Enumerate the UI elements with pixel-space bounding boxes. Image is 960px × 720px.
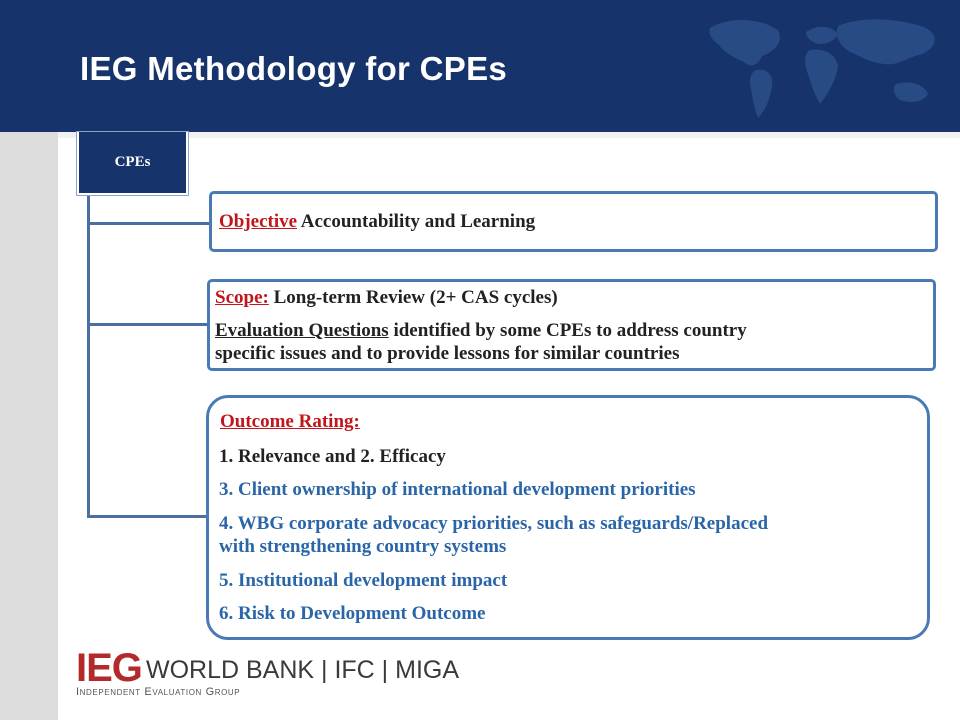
- outcome-item-6: 6. Risk to Development Outcome: [219, 603, 486, 624]
- eval-questions-line-1: [215, 320, 747, 342]
- tree-connector-scope: [87, 323, 207, 326]
- header-banner: [0, 0, 960, 132]
- tree-connector-outcome: [87, 515, 206, 518]
- outcome-item-4-line-1: 4. WBG corporate advocacy priorities, such as safeguards/Replaced: [219, 513, 769, 534]
- objective-line: [219, 211, 535, 233]
- logo-orgs-text: WORLD BANK | IFC | MIGA: [146, 656, 460, 684]
- outcome-item-3: 3. Client ownership of international development priorities: [219, 479, 696, 500]
- world-map-icon: [700, 8, 960, 128]
- outcome-label: Outcome Rating:: [220, 411, 360, 432]
- left-margin-bar: [0, 132, 58, 720]
- eval-questions-label: Evaluation Questions: [215, 320, 389, 341]
- cpes-root-node: CPEs: [77, 132, 188, 195]
- page-title: IEG Methodology for CPEs: [80, 50, 508, 87]
- tree-connector-vertical: [87, 196, 90, 518]
- scope-box: [207, 279, 936, 371]
- scope-line: [215, 287, 558, 309]
- outcome-item-4-line-2: with strengthening country systems: [219, 536, 507, 557]
- header-shadow: [58, 132, 960, 138]
- scope-text: Long-term Review (2+ CAS cycles): [268, 287, 558, 308]
- objective-text: Accountability and Learning: [297, 211, 536, 232]
- outcome-item-5: 5. Institutional development impact: [219, 570, 508, 591]
- outcome-line: [220, 411, 360, 433]
- tree-connector-objective: [87, 222, 209, 225]
- eval-questions-line-2: specific issues and to provide lessons for similar countries: [215, 343, 680, 364]
- objective-label: Objective: [219, 211, 298, 232]
- eval-questions-text-1: identified by some CPEs to address country: [388, 320, 747, 341]
- logo-subtitle: Independent Evaluation Group: [76, 686, 241, 698]
- logo-ieg-text: IEG: [76, 646, 142, 690]
- scope-label: Scope:: [215, 287, 269, 308]
- objective-box: [209, 191, 938, 252]
- outcome-item-1: 1. Relevance and 2. Efficacy: [219, 446, 446, 467]
- outcome-box: [206, 395, 930, 640]
